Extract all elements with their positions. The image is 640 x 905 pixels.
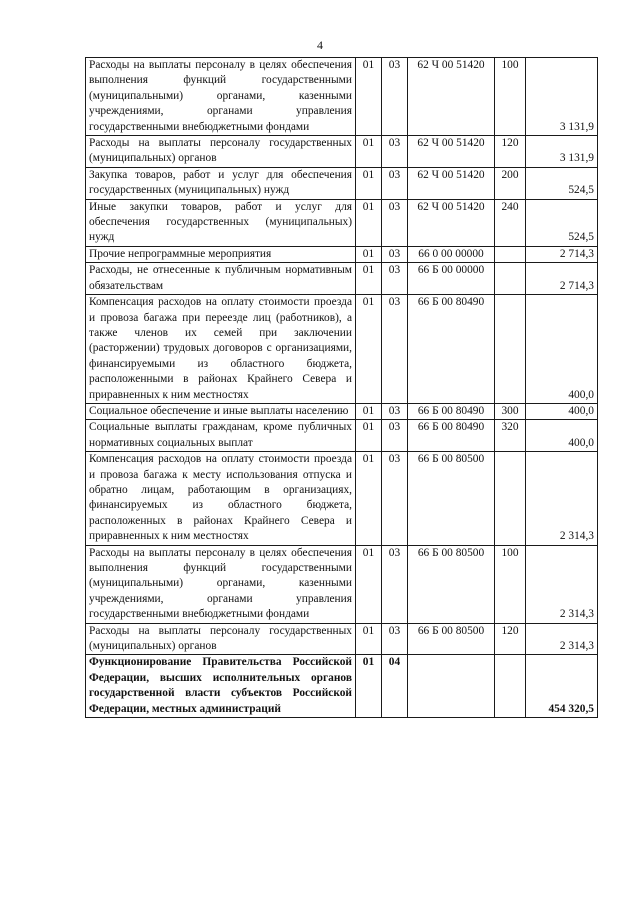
row-subsection-code: 03 xyxy=(382,623,408,655)
row-section-code: 01 xyxy=(356,545,382,623)
row-name: Прочие непрограммные мероприятия xyxy=(86,246,356,262)
row-name: Компенсация расходов на оплату стоимости проезда и провоза багажа при переезде лиц (работников), а также членов их семей при заключении (расторжении) трудовых договоров с организациями, финансируемыми из областного бюджета, расположенными в районах Крайнего Севера и приравненных к ним местностях xyxy=(86,295,356,404)
row-target-article: 66 0 00 00000 xyxy=(408,246,495,262)
row-amount: 454 320,5 xyxy=(526,655,598,718)
row-name: Расходы на выплаты персоналу государственных (муниципальных) органов xyxy=(86,136,356,168)
table-row xyxy=(86,655,598,718)
row-section-code: 01 xyxy=(356,167,382,199)
row-section-code: 01 xyxy=(356,403,382,419)
table-row xyxy=(86,246,598,262)
row-expense-type: 100 xyxy=(495,58,526,136)
table-row xyxy=(86,58,598,136)
table-row xyxy=(86,545,598,623)
row-target-article xyxy=(408,655,495,718)
row-target-article: 66 Б 00 80500 xyxy=(408,545,495,623)
row-target-article: 66 Б 00 80490 xyxy=(408,295,495,404)
row-target-article: 66 Б 00 00000 xyxy=(408,263,495,295)
table-row xyxy=(86,403,598,419)
table-row xyxy=(86,263,598,295)
row-subsection-code: 03 xyxy=(382,452,408,545)
row-section-code: 01 xyxy=(356,58,382,136)
row-amount: 2 714,3 xyxy=(526,263,598,295)
row-name: Закупка товаров, работ и услуг для обеспечения государственных (муниципальных) нужд xyxy=(86,167,356,199)
row-expense-type xyxy=(495,655,526,718)
row-section-code: 01 xyxy=(356,199,382,246)
row-target-article: 62 Ч 00 51420 xyxy=(408,136,495,168)
row-amount: 2 714,3 xyxy=(526,246,598,262)
row-amount: 400,0 xyxy=(526,295,598,404)
row-section-code: 01 xyxy=(356,246,382,262)
row-expense-type: 200 xyxy=(495,167,526,199)
row-subsection-code: 03 xyxy=(382,263,408,295)
row-name: Расходы на выплаты персоналу государственных (муниципальных) органов xyxy=(86,623,356,655)
row-expense-type: 300 xyxy=(495,403,526,419)
row-amount: 524,5 xyxy=(526,199,598,246)
row-name: Функционирование Правительства Российской Федерации, высших исполнительных органов государственной власти субъектов Российской Федерации, местных администраций xyxy=(86,655,356,718)
row-subsection-code: 03 xyxy=(382,420,408,452)
row-subsection-code: 03 xyxy=(382,545,408,623)
row-name: Расходы на выплаты персоналу в целях обеспечения выполнения функций государственными (муниципальными) органами, казенными учреждениями, органами управления государственными внебюджетными фондами xyxy=(86,545,356,623)
table-row xyxy=(86,452,598,545)
row-target-article: 66 Б 00 80490 xyxy=(408,403,495,419)
budget-table-body xyxy=(86,58,598,718)
row-expense-type: 240 xyxy=(495,199,526,246)
row-section-code: 01 xyxy=(356,420,382,452)
table-row xyxy=(86,420,598,452)
row-section-code: 01 xyxy=(356,623,382,655)
row-amount: 524,5 xyxy=(526,167,598,199)
row-amount: 3 131,9 xyxy=(526,136,598,168)
row-subsection-code: 04 xyxy=(382,655,408,718)
row-expense-type xyxy=(495,246,526,262)
row-expense-type: 120 xyxy=(495,623,526,655)
row-expense-type xyxy=(495,452,526,545)
row-name: Компенсация расходов на оплату стоимости проезда и провоза багажа к месту использования отпуска и обратно лицам, работающим в организациях, финансируемых из областного бюджета, расположенных в районах Крайнего Севера и приравненных к ним местностях xyxy=(86,452,356,545)
row-amount: 2 314,3 xyxy=(526,623,598,655)
row-target-article: 62 Ч 00 51420 xyxy=(408,58,495,136)
row-section-code: 01 xyxy=(356,263,382,295)
row-subsection-code: 03 xyxy=(382,58,408,136)
row-expense-type xyxy=(495,263,526,295)
table-row xyxy=(86,199,598,246)
row-name: Социальные выплаты гражданам, кроме публичных нормативных социальных выплат xyxy=(86,420,356,452)
row-expense-type: 120 xyxy=(495,136,526,168)
row-target-article: 66 Б 00 80490 xyxy=(408,420,495,452)
row-name: Социальное обеспечение и иные выплаты населению xyxy=(86,403,356,419)
row-target-article: 62 Ч 00 51420 xyxy=(408,167,495,199)
row-amount: 2 314,3 xyxy=(526,545,598,623)
row-subsection-code: 03 xyxy=(382,167,408,199)
row-target-article: 66 Б 00 80500 xyxy=(408,623,495,655)
row-section-code: 01 xyxy=(356,136,382,168)
row-amount: 400,0 xyxy=(526,420,598,452)
row-expense-type: 320 xyxy=(495,420,526,452)
row-amount: 2 314,3 xyxy=(526,452,598,545)
row-amount: 3 131,9 xyxy=(526,58,598,136)
row-expense-type xyxy=(495,295,526,404)
row-section-code: 01 xyxy=(356,295,382,404)
row-section-code: 01 xyxy=(356,655,382,718)
row-subsection-code: 03 xyxy=(382,136,408,168)
row-name: Расходы на выплаты персоналу в целях обеспечения выполнения функций государственными (муниципальными) органами, казенными учреждениями, органами управления государственными внебюджетными фондами xyxy=(86,58,356,136)
row-amount: 400,0 xyxy=(526,403,598,419)
row-name: Расходы, не отнесенные к публичным нормативным обязательствам xyxy=(86,263,356,295)
row-subsection-code: 03 xyxy=(382,403,408,419)
table-row xyxy=(86,167,598,199)
row-subsection-code: 03 xyxy=(382,295,408,404)
row-subsection-code: 03 xyxy=(382,246,408,262)
table-row xyxy=(86,295,598,404)
row-name: Иные закупки товаров, работ и услуг для обеспечения государственных (муниципальных) нужд xyxy=(86,199,356,246)
row-subsection-code: 03 xyxy=(382,199,408,246)
row-target-article: 62 Ч 00 51420 xyxy=(408,199,495,246)
row-expense-type: 100 xyxy=(495,545,526,623)
row-section-code: 01 xyxy=(356,452,382,545)
row-target-article: 66 Б 00 80500 xyxy=(408,452,495,545)
table-row xyxy=(86,623,598,655)
page-number: 4 xyxy=(317,38,323,52)
table-row xyxy=(86,136,598,168)
budget-table xyxy=(85,57,598,718)
